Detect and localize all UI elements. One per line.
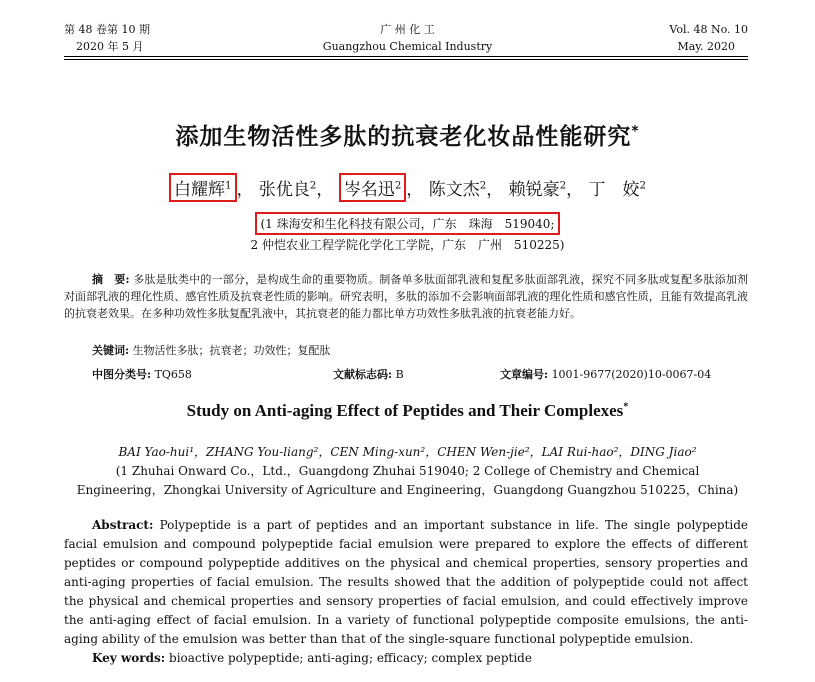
keywords-cn bbox=[92, 342, 748, 359]
abstract-en-text: Polypeptide is a part of peptides and an important substance in life. The single polypeptide facial emulsion and compound polypeptide facial emulsion were prepared to explore the effects of different peptides or compound polypeptide additives on the physical and chemical properties, sensory properties and anti-aging properties of facial emulsion. The results showed that the addition of polypeptide could not affect the physical and chemical properties and sensory properties of facial emulsion, and could effectively improve the anti-aging effect of facial emulsion. In a variety of functional polypeptide composite emulsions, the anti-aging ability of the emulsion was better than that of the single-square functional polypeptide emulsion. bbox=[64, 518, 748, 646]
affiliation-en-1: (1 Zhuhai Onward Co.，Ltd.，Guangdong Zhuhai 519040; 2 College of Chemistry and Chemical bbox=[115, 464, 700, 478]
authors-en: BAI Yao-hui¹，ZHANG You-liang²，CEN Ming-xun²，CHEN Wen-jie²，LAI Rui-hao²，DING Jiao² bbox=[118, 445, 697, 459]
abstract-cn-text: 多肽是肽类中的一部分，是构成生命的重要物质。制备单多肽面部乳液和复配多肽面部乳液，探究不同多肽或复配多肽添加剂对面部乳液的理化性质、感官性质及抗衰老性质的影响。研究表明，多肽的添加不会影响面部乳液的理化性质和感官性质，且能有效提高乳液的抗衰老效果。在多种功效性多肽复配乳液中，其抗衰老的能力都比单方功效性多肽乳液的抗衰老能力好。 bbox=[64, 273, 749, 320]
affiliation-cn-1-row bbox=[0, 212, 815, 235]
keywords-en-label: Key words: bbox=[92, 651, 166, 665]
abstract-en bbox=[64, 516, 748, 649]
clc-value: TQ658 bbox=[154, 368, 192, 381]
keywords-en bbox=[92, 649, 748, 668]
abstract-cn-label: 摘 要: bbox=[92, 273, 130, 286]
paper-title-cn: 添加生物活性多肽的抗衰老化妆品性能研究* bbox=[175, 123, 640, 150]
journal-volume-issue: 第 48 卷第 10 期 bbox=[64, 23, 150, 36]
journal-volume-en: Vol. 48 No. 10 bbox=[669, 23, 748, 36]
doc-code bbox=[333, 366, 404, 382]
article-number bbox=[500, 366, 711, 382]
article-number-label: 文章编号: bbox=[500, 368, 549, 381]
author-cn-4: 陈文杰$^2$ bbox=[428, 180, 487, 200]
article-number-value: 1001-9677(2020)10-0067-04 bbox=[551, 368, 712, 381]
journal-date-en: May. 2020 bbox=[677, 40, 735, 53]
clc-label: 中图分类号: bbox=[92, 368, 152, 381]
keywords-cn-text: 生物活性多肽；抗衰老；功效性；复配肽 bbox=[132, 344, 331, 357]
author-cn-1: 白耀辉$^1$ bbox=[169, 173, 236, 202]
authors-cn: 白耀辉$^1$ ， 张优良$^2$， 岑名迅$^2$ ， 陈文杰$^2$， 赖锐豪$^2$， 丁 姣$^2$ bbox=[0, 173, 815, 202]
affiliation-cn-1: (1 珠海安和生化科技有限公司，广东 珠海 519040; bbox=[255, 212, 561, 235]
doc-code-label: 文献标志码: bbox=[333, 368, 393, 381]
journal-name-cn: 广 州 化 工 bbox=[380, 23, 435, 36]
abstract-en-label: Abstract: bbox=[92, 518, 154, 532]
affiliation-cn-2: 2 仲恺农业工程学院化学化工学院，广东 广州 510225) bbox=[250, 238, 565, 252]
doc-code-value: B bbox=[395, 368, 404, 381]
keywords-en-text: bioactive polypeptide; anti-aging; efficacy; complex peptide bbox=[169, 651, 532, 665]
author-cn-3: 岑名迅$^2$ bbox=[339, 173, 406, 202]
keywords-cn-label: 关键词: bbox=[92, 344, 130, 357]
affiliation-en-2: Engineering，Zhongkai University of Agriculture and Engineering，Guangdong Guangzhou 510225，China) bbox=[76, 483, 739, 497]
author-cn-5: 赖锐豪$^2$ bbox=[508, 180, 567, 200]
classification-row bbox=[92, 366, 192, 382]
journal-date-cn: 2020 年 5 月 bbox=[76, 40, 144, 53]
header-rule-bottom bbox=[64, 59, 748, 60]
author-cn-2: 张优良$^2$ bbox=[258, 180, 317, 200]
header-rule-top bbox=[64, 56, 748, 57]
paper-title-en: Study on Anti-aging Effect of Peptides and Their Complexes* bbox=[186, 401, 629, 420]
author-cn-6: 丁 姣$^2$ bbox=[588, 180, 646, 200]
journal-name-en: Guangzhou Chemical Industry bbox=[322, 40, 493, 53]
abstract-cn bbox=[64, 271, 748, 322]
